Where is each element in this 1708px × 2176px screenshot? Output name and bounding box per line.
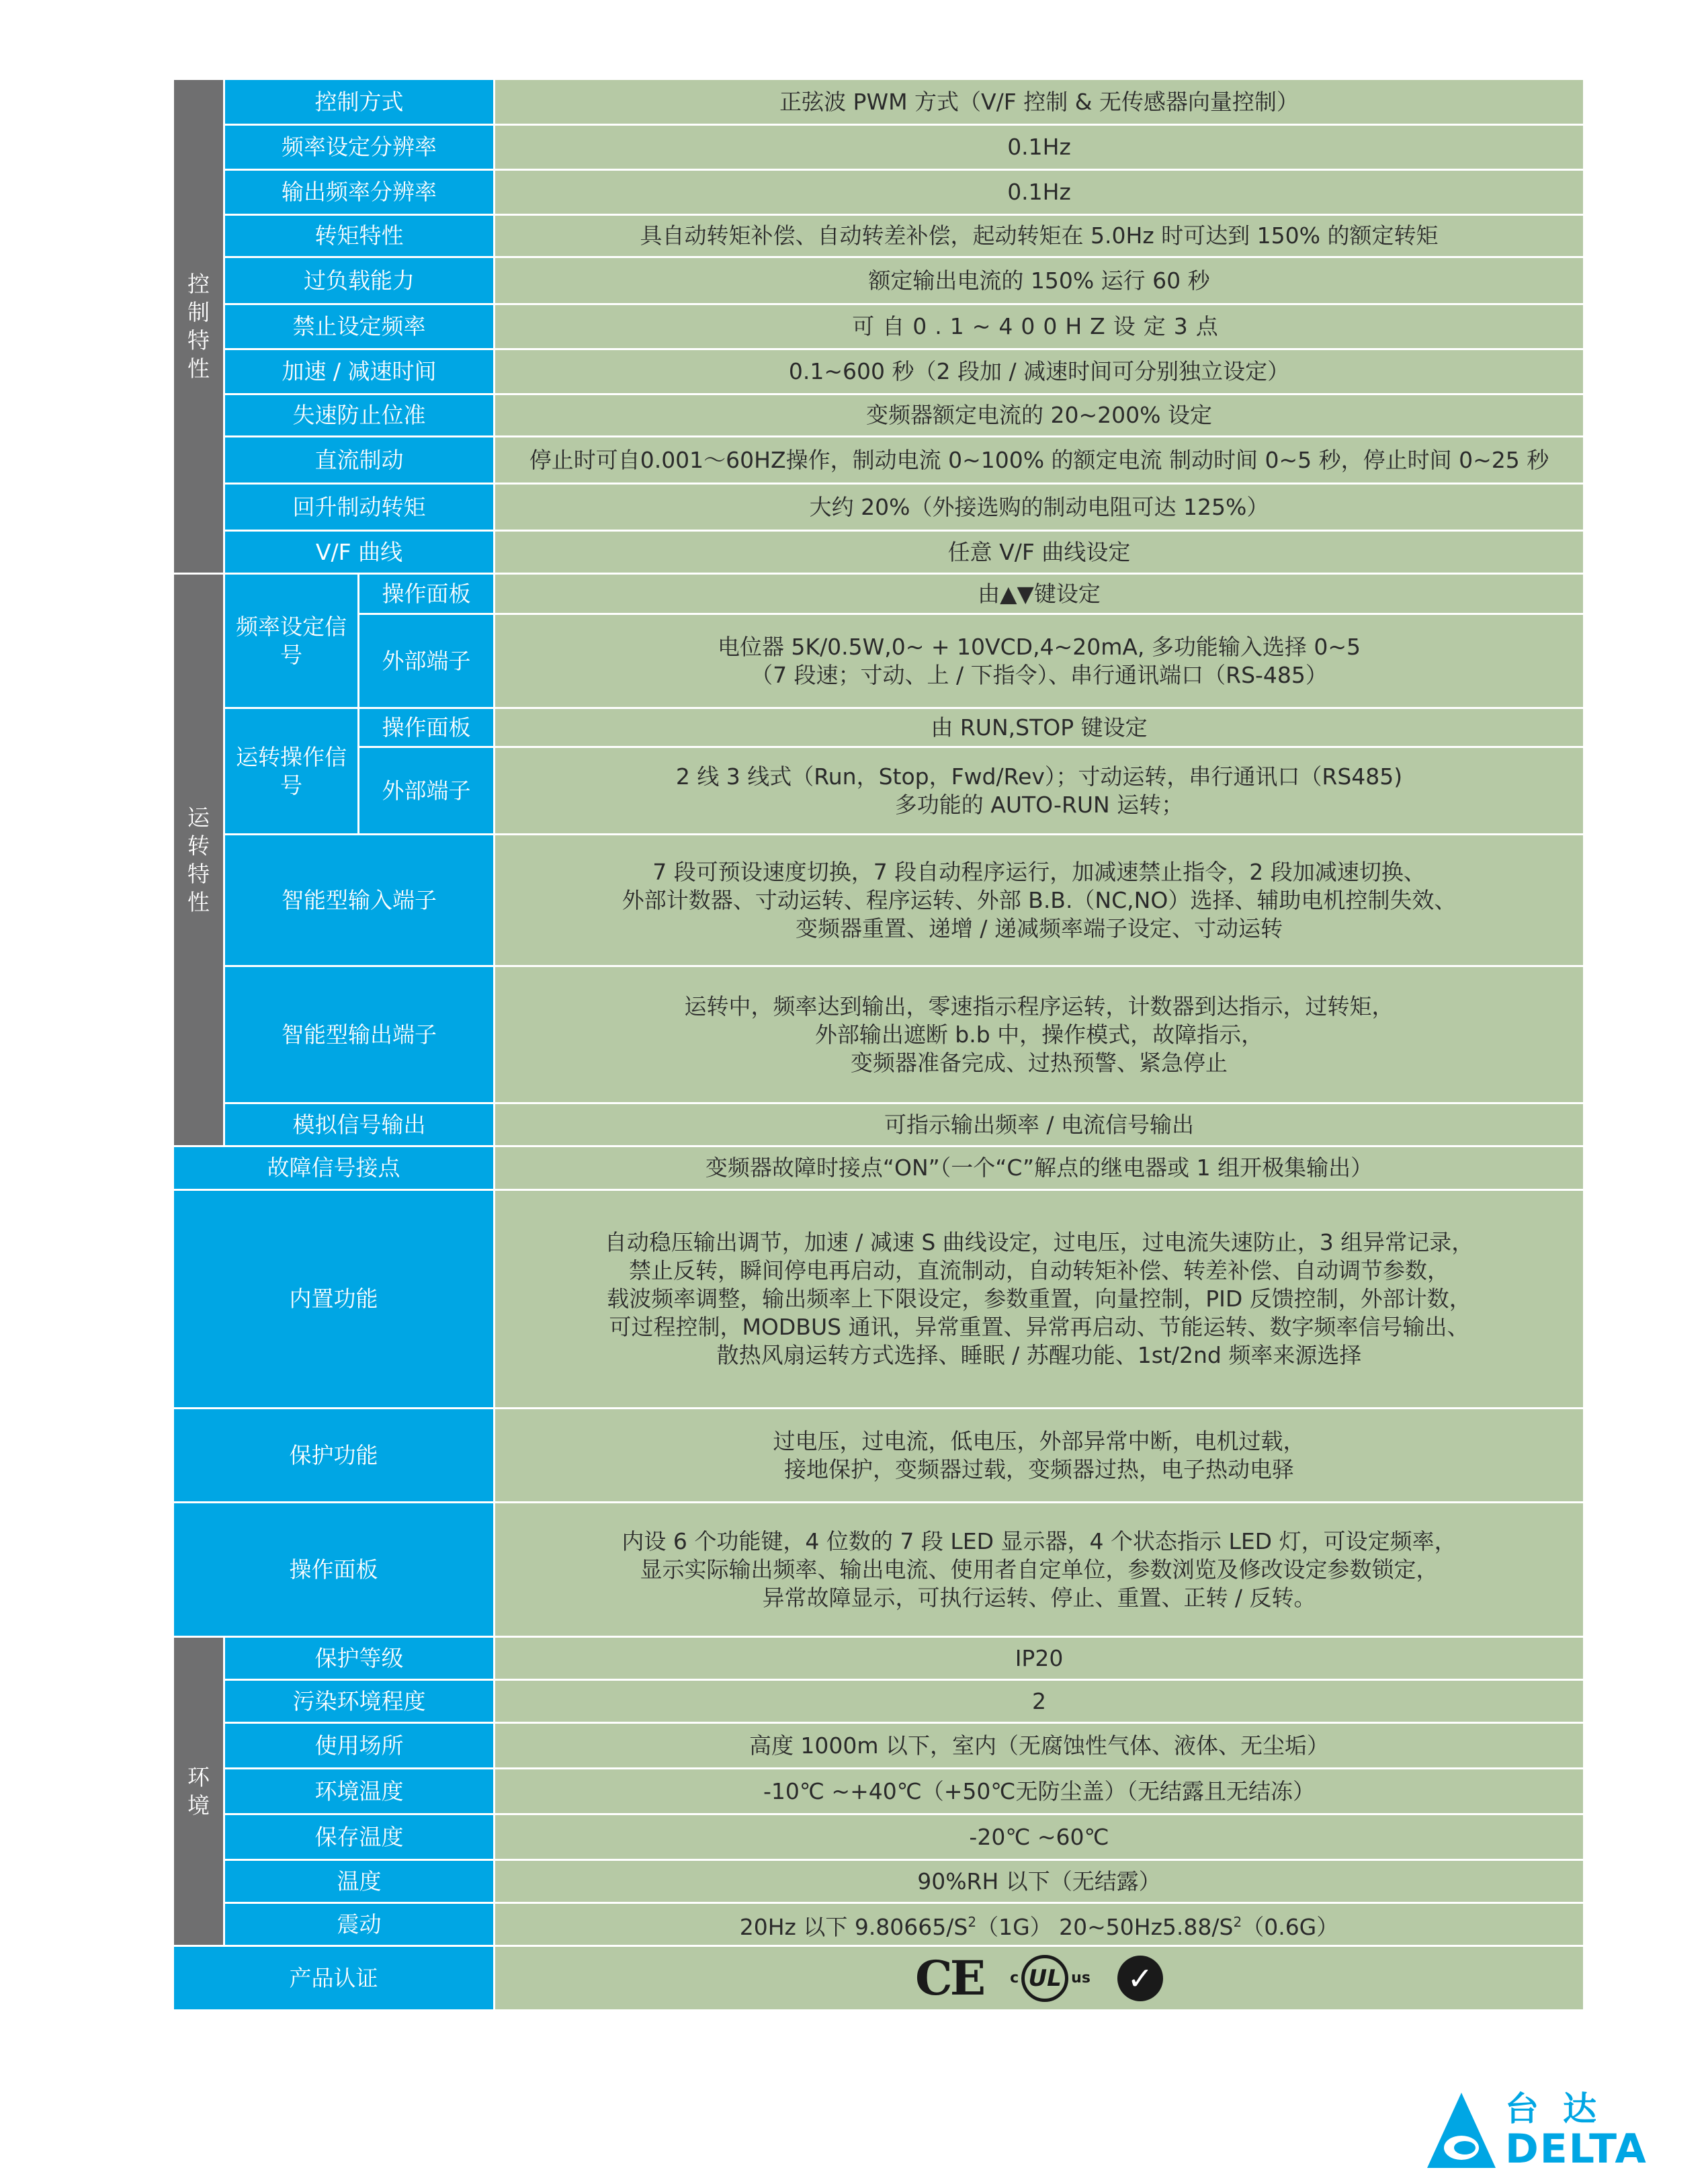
label-cell: 使用场所 <box>224 1723 495 1769</box>
value-cell <box>495 1946 1584 2011</box>
table-row <box>173 1146 1584 1190</box>
logo-english: DELTA <box>1505 2126 1648 2173</box>
label-cell: 加速 / 减速时间 <box>224 349 495 394</box>
table-row <box>173 484 1584 531</box>
label-cell: 操作面板 <box>173 1503 495 1637</box>
section-operation: 运转特性 <box>173 574 224 1146</box>
value-cell: 由▲▼键设定 <box>495 574 1584 614</box>
value-cell: 可指示输出频率 / 电流信号输出 <box>495 1103 1584 1146</box>
label-cell: 控制方式 <box>224 79 495 125</box>
table-row <box>173 1637 1584 1680</box>
label-cell: 外部端子 <box>359 614 495 708</box>
run-signal-label: 运转操作信号 <box>224 708 359 835</box>
value-cell: 20Hz 以下 $9.80665/S^2(1G)$ $20\sim 50Hz5.88/S^2(0.6G)$ <box>495 1903 1584 1946</box>
label-cell: 智能型输入端子 <box>224 835 495 966</box>
value-cell: -10℃ ~+40℃（+50℃无防尘盖）（无结露且无结冻） <box>495 1769 1584 1814</box>
table-row <box>173 1903 1584 1946</box>
value-cell: 自动稳压输出调节，加速 / 减速 S 曲线设定，过电压，过电流失速防止，3 组异常记录， 禁止反转，瞬间停电再启动，直流制动，自动转矩补偿、转差补偿、自动调节参数， 载波频率调整，输出频率上下限设定，参数重置，向量控制，PID 反馈控制，外部计数， 可过程控制，MODBUS 通讯，异常重置、异常再启动、节能运转、数字频率信号输出、 散热风扇运转方式选择、睡眠 / 苏醒功能、1st/2nd 频率来源选择 <box>495 1190 1584 1409</box>
logo-chinese: 台达 <box>1505 2089 1621 2128</box>
value-cell: 2 线 3 线式（Run，Stop，Fwd/Rev）；寸动运转，串行通讯口（RS485) 多功能的 AUTO-RUN 运转； <box>495 747 1584 835</box>
table-row <box>173 1680 1584 1723</box>
label-cell: 产品认证 <box>173 1946 495 2011</box>
table-row <box>173 1190 1584 1409</box>
table-row <box>173 125 1584 170</box>
value-cell: 电位器 5K/0.5W,0~ + 10VCD,4~20mA, 多功能输入选择 0~5 （7 段速；寸动、上 / 下指令）、串行通讯端口（RS-485） <box>495 614 1584 708</box>
value-cell: 0.1Hz <box>495 125 1584 170</box>
label-cell: 输出频率分辨率 <box>224 170 495 215</box>
label-cell: 温度 <box>224 1860 495 1903</box>
label-cell: 回升制动转矩 <box>224 484 495 531</box>
label-cell: 震动 <box>224 1903 495 1946</box>
label-cell: 过负载能力 <box>224 257 495 304</box>
spec-table <box>172 78 1585 2011</box>
ce-mark-icon: CE <box>915 1950 984 2006</box>
value-cell: 高度 1000m 以下，室内（无腐蚀性气体、液体、无尘垢） <box>495 1723 1584 1769</box>
table-row <box>173 1503 1584 1637</box>
table-row <box>173 1723 1584 1769</box>
cul-us-mark-icon: c UL us <box>1010 1955 1091 2002</box>
value-cell: 大约 20%（外接选购的制动电阻可达 125%） <box>495 484 1584 531</box>
value-cell: -20℃ ~60℃ <box>495 1814 1584 1860</box>
table-row <box>173 394 1584 437</box>
table-row <box>173 1409 1584 1503</box>
label-cell: 保护功能 <box>173 1409 495 1503</box>
label-cell: 污染环境程度 <box>224 1680 495 1723</box>
table-row <box>173 349 1584 394</box>
label-cell: 操作面板 <box>359 574 495 614</box>
label-cell: 智能型输出端子 <box>224 966 495 1103</box>
table-row <box>173 1814 1584 1860</box>
value-cell: 任意 V/F 曲线设定 <box>495 531 1584 574</box>
delta-logo <box>1424 2090 1660 2171</box>
check-mark-icon: ✓ <box>1117 1956 1163 2001</box>
value-cell: 变频器额定电流的 20~200% 设定 <box>495 394 1584 437</box>
label-cell: 外部端子 <box>359 747 495 835</box>
table-row <box>173 437 1584 484</box>
table-row <box>173 1103 1584 1146</box>
delta-triangle-icon <box>1424 2090 1498 2171</box>
table-row <box>173 215 1584 257</box>
label-cell: 操作面板 <box>359 708 495 747</box>
table-row <box>173 304 1584 349</box>
label-cell: 直流制动 <box>224 437 495 484</box>
label-cell: 内置功能 <box>173 1190 495 1409</box>
table-row <box>173 966 1584 1103</box>
value-cell: 0.1Hz <box>495 170 1584 215</box>
table-row <box>173 574 1584 614</box>
label-cell: 故障信号接点 <box>173 1146 495 1190</box>
value-cell: 正弦波 PWM 方式（V/F 控制 & 无传感器向量控制） <box>495 79 1584 125</box>
label-cell: 环境温度 <box>224 1769 495 1814</box>
label-cell: 保存温度 <box>224 1814 495 1860</box>
value-cell: 7 段可预设速度切换，7 段自动程序运行，加减速禁止指令，2 段加减速切换、 外部计数器、寸动运转、程序运转、外部 B.B.（NC,NO）选择、辅助电机控制失效、 变频器重置、递增 / 递减频率端子设定、寸动运转 <box>495 835 1584 966</box>
label-cell: 频率设定分辨率 <box>224 125 495 170</box>
table-row <box>173 257 1584 304</box>
table-row <box>173 614 1584 708</box>
value-cell: 变频器故障时接点“ON”（一个“C”解点的继电器或 1 组开极集输出） <box>495 1146 1584 1190</box>
label-cell: 转矩特性 <box>224 215 495 257</box>
table-row <box>173 79 1584 125</box>
value-cell: 由 RUN,STOP 键设定 <box>495 708 1584 747</box>
value-cell: 90%RH 以下（无结露） <box>495 1860 1584 1903</box>
label-cell: V/F 曲线 <box>224 531 495 574</box>
value-cell: 具自动转矩补偿、自动转差补偿，起动转矩在 5.0Hz 时可达到 150% 的额定转矩 <box>495 215 1584 257</box>
table-row <box>173 531 1584 574</box>
label-cell: 禁止设定频率 <box>224 304 495 349</box>
value-cell: 2 <box>495 1680 1584 1723</box>
table-row <box>173 747 1584 835</box>
table-row <box>173 835 1584 966</box>
table-row <box>173 170 1584 215</box>
value-cell: 运转中，频率达到输出，零速指示程序运转，计数器到达指示，过转矩， 外部输出遮断 b.b 中，操作模式，故障指示， 变频器准备完成、过热预警、紧急停止 <box>495 966 1584 1103</box>
value-cell: 过电压，过电流，低电压，外部异常中断，电机过载， 接地保护，变频器过载，变频器过热，电子热动电驿 <box>495 1409 1584 1503</box>
value-cell: 额定输出电流的 150% 运行 60 秒 <box>495 257 1584 304</box>
section-environment: 环境 <box>173 1637 224 1946</box>
label-cell: 失速防止位准 <box>224 394 495 437</box>
table-row <box>173 1946 1584 2011</box>
freq-signal-label: 频率设定信号 <box>224 574 359 708</box>
value-cell: 0.1~600 秒（2 段加 / 减速时间可分别独立设定） <box>495 349 1584 394</box>
section-control: 控制特性 <box>173 79 224 574</box>
table-row <box>173 1769 1584 1814</box>
label-cell: 模拟信号输出 <box>224 1103 495 1146</box>
table-row <box>173 1860 1584 1903</box>
value-cell: 可自0.1~400HZ设定3点 <box>495 304 1584 349</box>
value-cell: IP20 <box>495 1637 1584 1680</box>
value-cell: 停止时可自0.001～60HZ操作，制动电流 0~100% 的额定电流 制动时间 0~5 秒，停止时间 0~25 秒 <box>495 437 1584 484</box>
table-row <box>173 708 1584 747</box>
value-cell: 内设 6 个功能键，4 位数的 7 段 LED 显示器，4 个状态指示 LED 灯，可设定频率， 显示实际输出频率、输出电流、使用者自定单位，参数浏览及修改设定参数锁定， 异常故障显示，可执行运转、停止、重置、正转 / 反转。 <box>495 1503 1584 1637</box>
label-cell: 保护等级 <box>224 1637 495 1680</box>
